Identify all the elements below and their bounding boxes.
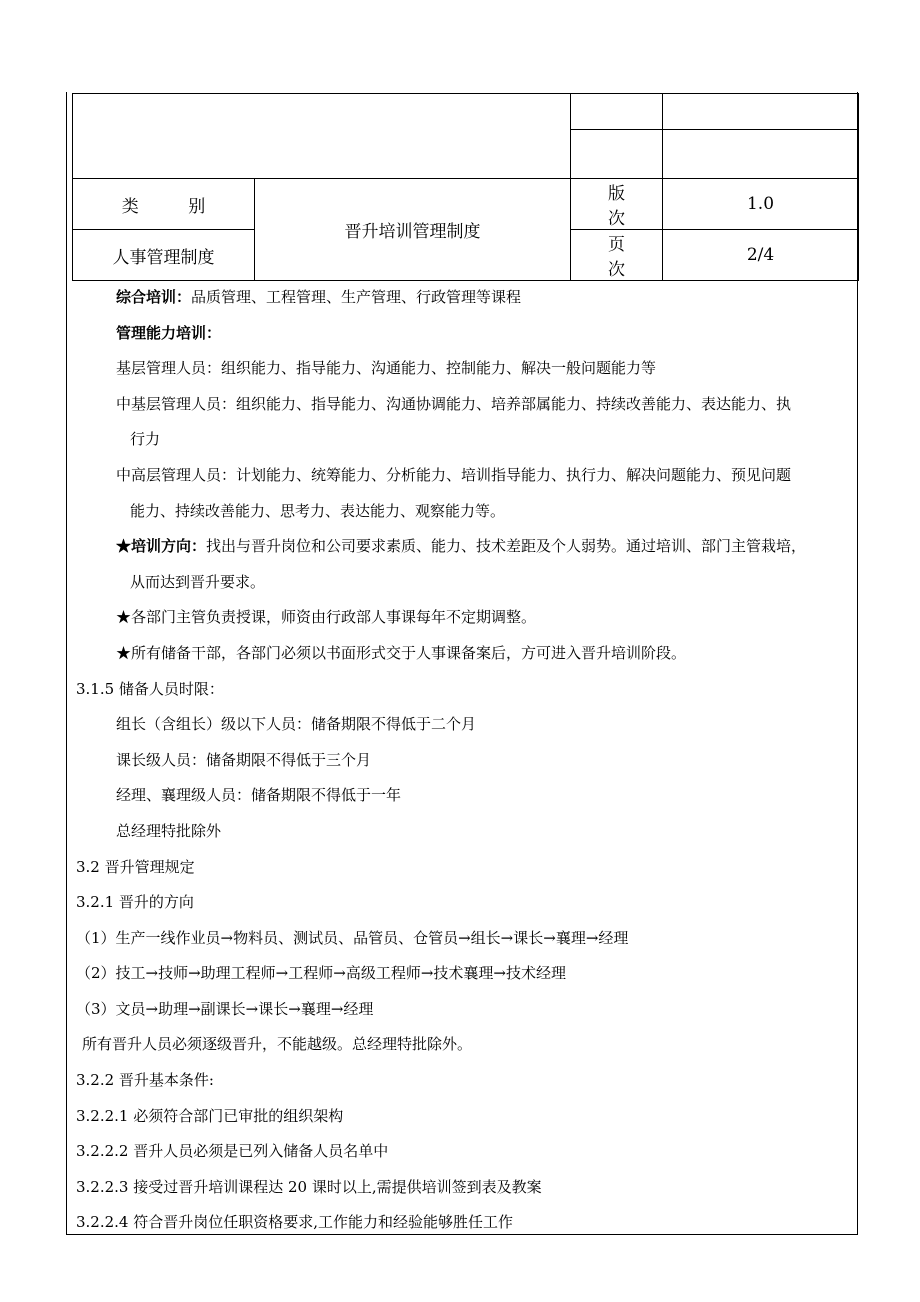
senior-manager-line-cont: 能力、持续改善能力、思考力、表达能力、观察能力等。 [130,501,506,520]
document-title: 晋升培训管理制度 [255,179,571,281]
gm-exception: 总经理特批除外 [116,821,222,840]
training-direction-line [72,529,858,565]
category-label: 类 别 [73,179,255,230]
section-3-1-5: 3.1.5 储备人员时限： [76,679,224,698]
section-3-2: 3.2 晋升管理规定 [76,857,195,876]
promotion-path-1: （1）生产一线作业员→物料员、测试员、品管员、仓管员→组长→课长→襄理→经理 [76,928,629,947]
page-value: 2/4 [663,230,859,281]
training-direction-text: 找出与晋升岗位和公司要求素质、能力、技术差距及个人弱势。通过培训、部门主管栽培， [206,537,807,556]
document-body [72,280,858,1241]
version-value: 1.0 [663,179,859,230]
comprehensive-training-line [72,280,858,316]
training-direction-cont: 从而达到晋升要求。 [130,572,266,591]
manager-reserve-period: 经理、襄理级人员：储备期限不得低于一年 [116,786,402,805]
page-label: 页 次 [571,230,663,281]
section-3-2-2-2: 3.2.2.2 晋升人员必须是已列入储备人员名单中 [76,1142,389,1161]
blank-cell [663,130,859,179]
mid-manager-line: 中基层管理人员：组织能力、指导能力、沟通协调能力、培养部属能力、持续改善能力、表达能力、执 [116,394,792,413]
section-3-2-2: 3.2.2 晋升基本条件: [76,1071,214,1090]
teacher-note: ★各部门主管负责授课，师资由行政部人事课每年不定期调整。 [116,608,537,627]
leader-reserve-period: 组长（含组长）级以下人员：储备期限不得低于二个月 [116,715,477,734]
section-3-2-2-3: 3.2.2.3 接受过晋升培训课程达 20 课时以上,需提供培训签到表及教案 [76,1177,542,1196]
reserve-note: ★所有储备干部，各部门必须以书面形式交于人事课备案后，方可进入晋升培训阶段。 [116,643,687,662]
training-direction-label: ★培训方向： [116,537,207,556]
basic-manager-line: 基层管理人员：组织能力、指导能力、沟通能力、控制能力、解决一般问题能力等 [116,359,657,378]
promotion-path-2: （2）技工→技师→助理工程师→工程师→高级工程师→技术襄理→技术经理 [76,964,566,983]
comprehensive-training-text: 品质管理、工程管理、生产管理、行政管理等课程 [191,288,522,306]
section-3-2-2-4: 3.2.2.4 符合晋升岗位任职资格要求,工作能力和经验能够胜任工作 [76,1213,514,1232]
blank-cell [663,94,859,130]
no-skip-rule: 所有晋升人员必须逐级晋升，不能越级。总经理特批除外。 [82,1035,473,1054]
blank-cell [571,94,663,130]
section-chief-reserve-period: 课长级人员：储备期限不得低于三个月 [116,750,372,769]
document-header-table [72,93,859,281]
senior-manager-line: 中高层管理人员：计划能力、统筹能力、分析能力、培训指导能力、执行力、解决问题能力、预见问题 [116,465,792,484]
management-training-label: 管理能力培训： [116,323,222,342]
mid-manager-line-cont: 行力 [130,430,161,449]
promotion-path-3: （3）文员→助理→副课长→课长→襄理→经理 [76,999,374,1018]
section-3-2-1: 3.2.1 晋升的方向 [76,893,194,912]
comprehensive-training-label: 综合培训： [116,288,192,306]
version-label: 版 次 [571,179,663,230]
section-3-2-2-1: 3.2.2.1 必须符合部门已审批的组织架构 [76,1106,344,1125]
logo-area [73,94,571,179]
blank-cell [571,130,663,179]
category-value: 人事管理制度 [73,230,255,281]
